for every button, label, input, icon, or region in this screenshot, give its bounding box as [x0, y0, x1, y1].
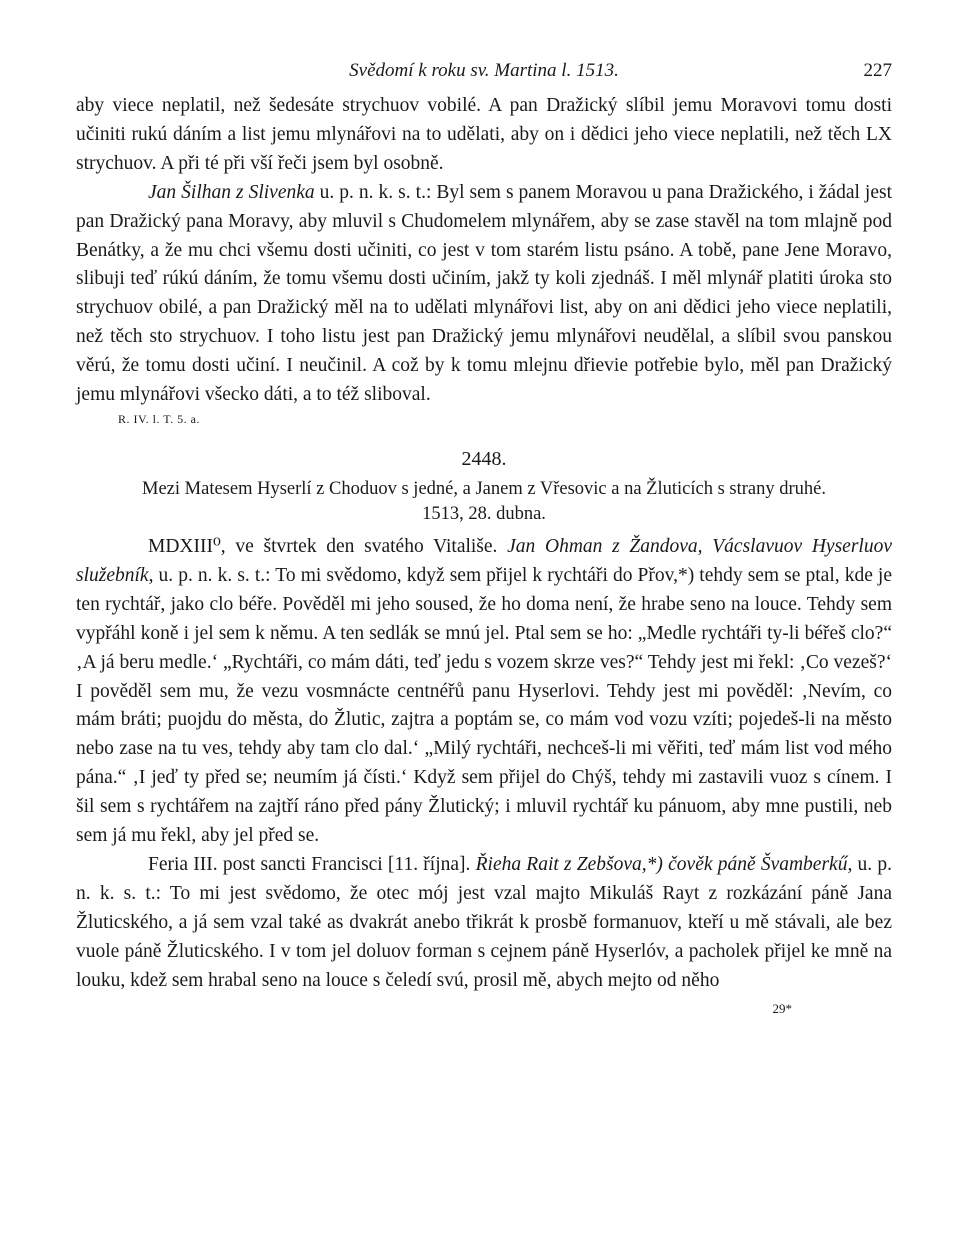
page-number: 227	[863, 60, 892, 81]
testimony-text: u. p. n. k. s. t.: Byl sem s panem Moravou u pana Dražického, i žádal jest pan Dražický pana Moravy, aby mluvil s Chudomelem mlynářem, aby se zase stavěl na tom mlajně pod Benátky, a že mu chci všemu dosti učiniti, co jest v tom starém listu psáno. A tobě, pane Jene Moravo, slibuji teď rúkú dáním, že tomu všemu dosti učiním, jakž ty koli zjednáš. I měl mlynář platiti úroka sto strychuov obilé, a pan Dražický měl na to udělati mlynářovi list, aby on ani dědici jeho viece neplatili, než těch sto strychuov. I toho listu jest pan Dražický jemu mlynářovi neudělal, a slíbil svou panskou věrú, že tomu dosti učiní. I neučinil. A což by k tomu mlejnu dřievie potřebie bylo, měl pan Dražický jemu mlynářovi všecko dáti, a to též sliboval.	[76, 181, 892, 406]
testimony-text: u. p. n. k. s. t.: To mi jest svědomo, že otec mój jest vzal majto Mikuláš Rayt z rozkázání páně Jana Žluticského, a já sem vzal také as dvakrát anebo třikrát k prosbě formanuov, kteří u mě stávali, ale bez vuole páně Žluticského. I v tom jel doluov forman s cejnem páně Hyserlóv, a pacholek přijel ke mně na louku, kdež sem hrabal seno na louce s čeledí svú, prosil mě, abych mejto od něho	[76, 853, 893, 991]
witness-name: Jan Ohman z Žandova, Vácslavuov Hyserluov služebník,	[76, 535, 892, 586]
date-lead: Feria III. post sancti Francisci [11. října].	[148, 853, 476, 875]
document-number: 2448.	[461, 447, 507, 470]
running-head	[76, 58, 892, 92]
document-date: 1513, 28. dubna.	[422, 503, 546, 524]
witness-name: Řieha Rait z Zebšova,*) čověk páně Švamberkű,	[475, 853, 853, 875]
witness-name: Jan Šilhan z Slivenka	[148, 181, 315, 203]
document-heading: Mezi Matesem Hyserlí z Choduov s jedné, a Janem z Vřesovic a na Žluticích s strany druhé.	[142, 478, 826, 499]
paragraph-testimony-silhan	[76, 179, 892, 410]
source-reference: R. IV. l. T. 5. a.	[118, 411, 201, 426]
paragraph-testimony-rait	[76, 851, 892, 996]
testimony-text: u. p. n. k. s. t.: To mi svědomo, když sem přijel k rychtáři do Přov,*) tehdy sem se ptal, kde je ten rychtář, jako clo béře. Pověděl mi jeho soused, že ho doma není, že hrabe seno na louce. Tehdy sem vypřáhl koně i jel sem k němu. A ten sedlák se mnú jel. Ptal sem se ho: „Medle rychtáři ty-li béřeš clo?“ ‚A já beru medle.‘ „Rychtáři, co mám dáti, teď jedu s vozem skrze ves?“ Tehdy jest mi řekl: ‚Co vezeš?‘ I pověděl sem mu, že vezu vosmnácte centnéřů panu Hyserlovi. Tehdy jest mi pověděl: ‚Nevím, co mám bráti; puojdu do města, do Žlutic, zajtra a poptám se, co mám vod vozu vzíti; pojedeš-li na město nebo zase na tu ves, tehdy aby tam clo dal.‘ „Milý rychtáři, nechceš-li mi věřiti, teď mám list vod mého pána.“ ‚I jeď ty před se; neumím já čísti.‘ Když sem přijel do Chýš, tehdy mi zastavili vuoz s cínem. I šil sem s rychtářem na zajtří ráno před pány Žlutický; i mluvil rychtář ku pánuom, aby mne pustili, neb sem já mu řekl, aby jel před se.	[76, 564, 892, 847]
paragraph-continuation: aby viece neplatil, než šedesáte strychuov vobilé. A pan Dražický slíbil jemu Moravovi tomu dosti učiniti rukú dáním a list jemu mlynářovi na to udělati, aby on i dědici jeho viece neplatili, než těch LX strychuov. A při té při vší řeči jsem byl osobně.	[76, 95, 892, 174]
document-page	[76, 58, 892, 1017]
paragraph-testimony-ohman	[76, 533, 892, 851]
signature-mark: 29*	[772, 1001, 792, 1017]
running-title: Svědomí k roku sv. Martina l. 1513.	[349, 60, 619, 81]
date-lead: MDXIII⁰, ve štvrtek den svatého Vitališe.	[148, 535, 508, 557]
